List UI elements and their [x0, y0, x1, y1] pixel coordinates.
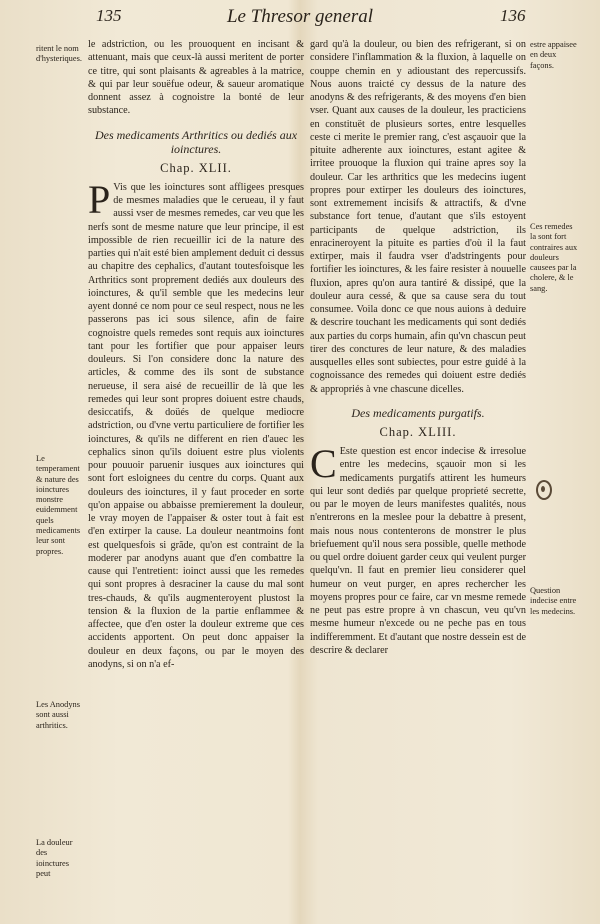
margin-note: Les Anodyns sont aussi arthritics. — [36, 700, 80, 730]
left-section-heading: Des medicaments Arthritics ou dediés aux ioinctures. — [94, 127, 298, 156]
left-body-paragraph — [88, 176, 304, 671]
margin-note: Ces remedes la sont fort contraires aux douleurs causees par la cholere, & le sang. — [530, 222, 578, 293]
right-body-text: Este question est encor indecise & irresolue entre les medecins, sçauoir mon si les medicaments purgatifs attirent les humeurs qui leur sont dediés par quelque proprieté secrette, ou par le moyen de leurs manifestes qualités, nous n'entrerons en la meslee pour la debattre à present, mais nous nous contenterons de monstrer le plus briefuement qu'il nous sera possible, quelle methode ou quel ordre doiuent garder ceux qui veulent purger quelqu'vn. Il faut en premier lieu considerer quel humeur on veut purger, en apres rechercher les moyens propres pour ce faire, car vn mesme remede ne peut pas estre propre à vn chascun, veu qu'vn mesme humeur n'excede ou ne peche pas en tous indifferemment. Et d'autant que nostre dessein est de descrire & declarer — [310, 446, 526, 656]
left-drop-cap: P — [88, 176, 111, 222]
printer-ornament-icon — [536, 480, 552, 500]
left-chapter-title: Chap. XLII. — [160, 160, 232, 175]
left-column — [88, 38, 304, 671]
margin-note: ritent le nom d'hysteriques. — [36, 44, 82, 64]
right-page-number: 136 — [500, 6, 526, 25]
running-title: Le Thresor general — [226, 6, 374, 27]
margin-note: Question indecise entre les medecins. — [530, 586, 577, 616]
right-drop-cap: C — [310, 441, 337, 486]
margin-note: estre appaisee en deux façons. — [530, 40, 577, 70]
margin-note: Le temperament & nature des ioinctures monstre euidemment quels medicaments leur sont propres. — [36, 454, 81, 556]
right-intro-paragraph: gard qu'à la douleur, ou bien des refrigerant, si on considere l'inflammation & la fluxion, à laquelle on couppe chemin en y adioustant des repercussifs. Nous auons traicté cy dessus de la nature des anodyns & des refrigerants, & des moyens d'en bien vser. Quant aux causes de la douleur, les practiciens en constituët de plusieurs sortes, entre lesquelles ceste ci merite le premier rang, c'est asçauoir que la pituite adherente aux ioinctures, estant agitee & irritee prouoque la fluxion qui traine apres soy la douleur. Car les arthritics que les medecins iugent propres pour extirper les douleurs des ioinctures, sont extremement incisifs & attractifs, & d'vne substance fort tenue, d'autant que s'ils estoyent participants de quelque adstriction, ils enracineroyent la pituite es parties d'où il la faut extirper, mais il faudra vser d'adstringents pour fortifier les ioinctures, & les faire resister à nouuelle fluxion, apres qu'on aura tantiré & dissipé, que la douleur aura cessé, & que sa cause sera du tout consumee. Voila donc ce que nous auions à deduire & descrire touchant les medicaments qui sont dediés aux parties du corps humain, afin qu'vn chascun peut tirer des conctures de leur nature, & des maladies ausquelles elles sont subiectes, pour estre guidé à la cognoissance des remedes qui doiuent estre dediés & appropriés à vne chascune dicelles. — [310, 39, 526, 395]
right-column — [310, 38, 526, 657]
left-page-number: 135 — [96, 6, 122, 25]
left-body-text: Vis que les ioinctures sont affligees presques de mesmes maladies que le cerueau, il y faut aussi vser de mesmes remedes, car veu que les nerfs sont de mesme nature que leur principe, il est impossible de rien recueillir ici de la nature des parties qui n'ait esté bien amplement deduit ci dessus au chapitre des cephalics, d'autant toutesfoisque les Arthritics sont proprement dediés aux douleurs des ioinctures, & qu'il semble que les medecins leur ayent donné ce nom pour ce seul respect, nous ne les passerons pas ici sous silence, afin de faire cognoistre quels remedes sont requis aux ioinctures tant pour les fortifier que pour appaiser leurs douleurs. Si l'on considere donc la nature des articles, & comme des ils sont de substance nerueuse, il sera aisé de recueillir de là que les remedes qui leur sont propres doiuent estre chauds, desiccatifs, & doüés de quelque mediocre adstriction, ou d'vne vertu particuliere de fortifier les ioinctures, & qu'ils ne different en rien d'auec les cephalics sinon qu'ils doiuent estre plus violents pour pouuoir paruenir iusques aux ioinctures qui sont fort esloignees du centre du corps. Quant aux douleurs des ioinctures, il y faut proceder en sorte qu'on appaise ou abbaisse premierement la douleur, le vray moyen de l'appaiser & oster tout à fait est d'en extirper la cause. La douleur neantmoins font est quelquesfois si grãde, qu'on est contraint de la moderer par anodyns auant que d'en combattre la cause qui l'entretient: ioinct aussi que les remedes qui sont propres à desraciner la cause du mal sont tres-chauds, & qu'ils augmenteroyent plustost la tension & la fluxion de la partie enflammee & affectee, que d'en oster la douleur extreme que ces accidents apportent. On peut donc appaiser la douleur en deux façons, ou par le moyen des anodyns, si on n'a ef- — [88, 181, 304, 670]
right-body-paragraph — [310, 441, 526, 657]
margin-note: La douleur des ioinctures peut — [36, 838, 73, 878]
right-chapter-title: Chap. XLIII. — [379, 424, 457, 439]
left-intro-paragraph: le adstriction, ou les prouoquent en incisant & attenuant, mais que ceux-là aussi meritent de porter ce titre, qui sont plaisants & agreables à la matrice, & qui par leur souëfue odeur, & saueur aromatique donnent assez à cognoistre la bonté de leur substance. — [88, 39, 304, 117]
right-section-heading: Des medicaments purgatifs. — [351, 405, 485, 420]
